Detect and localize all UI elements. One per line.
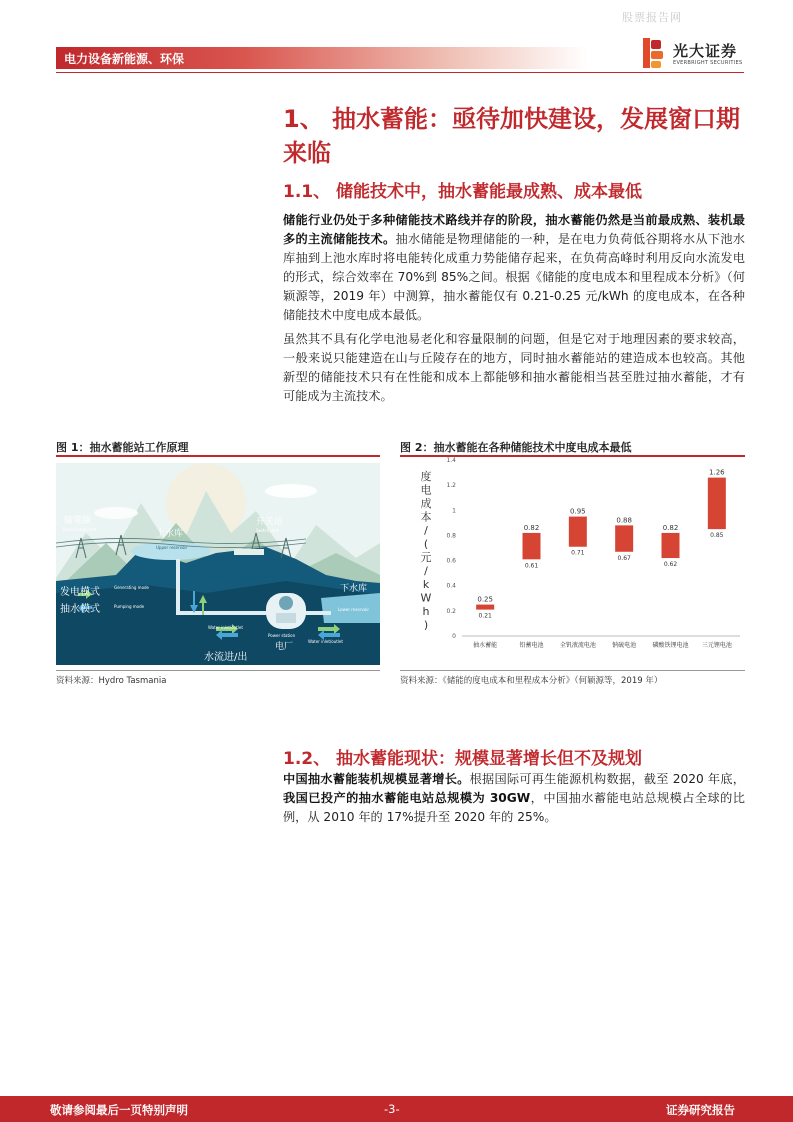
- low-value-label: 0.67: [617, 554, 631, 562]
- figure-2-bottom-rule: [400, 670, 745, 671]
- label-pumping-cn: 抽水模式: [60, 604, 100, 615]
- x-tick-label: 全钒液流电池: [559, 642, 596, 649]
- y-tick-label: 1.2: [446, 482, 456, 490]
- range-bar: [708, 478, 726, 530]
- y-axis-label-char: 成: [420, 497, 432, 510]
- low-value-label: 0.21: [478, 612, 492, 620]
- y-tick-label: 1.4: [446, 457, 456, 464]
- y-axis-label-char: /: [424, 564, 428, 578]
- y-tick-label: 0.2: [446, 607, 456, 615]
- label-transmission-en: Transmission line: [62, 527, 97, 532]
- section-1-1-paragraph-1: [283, 211, 745, 325]
- page-footer: [0, 1096, 793, 1122]
- section-1-2-lead-2: 我国已投产的抽水蓄能电站总规模为 30GW: [283, 791, 531, 805]
- low-value-label: 0.71: [571, 549, 585, 557]
- y-tick-label: 1: [452, 507, 456, 515]
- figure-2-title: 图 2：抽水蓄能在各种储能技术中度电成本最低: [400, 441, 632, 454]
- section-1-2-paragraph-1: [283, 770, 745, 827]
- y-axis-label-char: (: [423, 537, 429, 551]
- label-water-flow-cn: 水流进/出: [204, 652, 248, 663]
- paragraph-1-body: 抽水储能是物理储能的一种，是在电力负荷低谷期将水从下池水库抽到上池水库时将电能转化成重力势能储存起来，在负荷高峰时利用反向水流发电的形式，综合效率在 70%到 85%之间。根据《储能的度电成本和里程成本分析》（何颖源等，2019 年）中测算，抽水蓄能仅有 0.21-0.25 元/kWh 的度电成本，在各种储能技术中度电成本最低。: [283, 232, 745, 322]
- company-logo: [643, 38, 747, 70]
- y-axis-label-char: 度: [420, 470, 432, 483]
- y-axis-label-char: h: [422, 605, 430, 618]
- label-water-en-left: Water inlet/outlet: [208, 625, 243, 630]
- range-bar: [569, 517, 587, 547]
- high-value-label: 0.25: [477, 595, 493, 604]
- y-tick-label: 0.4: [446, 582, 456, 590]
- label-pumping-en: Pumping mode: [114, 604, 145, 609]
- watermark: 股票报告网: [622, 11, 682, 24]
- y-tick-label: 0: [452, 633, 456, 640]
- label-switchyard-cn: 开关站: [256, 517, 284, 527]
- y-axis-ticks: [446, 457, 456, 640]
- y-tick-label: 0.6: [446, 557, 456, 565]
- logo-name-cn: 光大证券: [673, 42, 738, 60]
- range-bar: [523, 533, 541, 559]
- label-lower-cn: 下水库: [340, 584, 368, 594]
- x-tick-label: 钠硫电池: [612, 642, 637, 649]
- label-upper-en: Upper reservoir: [156, 545, 188, 550]
- paragraph-1-lead: 储能行业仍处于多种储能技术路线并存的阶段，抽水蓄能仍然是当前最成熟、装机最多的主流储能技术。: [283, 213, 745, 246]
- logo-name-en: EVERBRIGHT SECURITIES: [673, 60, 743, 66]
- pumped-storage-diagram: [56, 463, 380, 665]
- y-tick-label: 0.8: [446, 532, 456, 540]
- page-number: -3-: [384, 1102, 400, 1116]
- label-generating-cn: 发电模式: [60, 587, 100, 598]
- main-heading-line2: 来临: [283, 139, 331, 167]
- header-divider: [56, 72, 744, 73]
- figure-1-rule: [56, 455, 380, 457]
- high-value-label: 1.26: [709, 468, 725, 477]
- bars: [476, 469, 726, 620]
- section-header-band: [56, 47, 588, 69]
- high-value-label: 0.88: [616, 516, 632, 525]
- figure-1-source: 资料来源：Hydro Tasmania: [56, 676, 167, 686]
- y-axis-label-char: k: [422, 578, 430, 591]
- footer-disclaimer: 敬请参阅最后一页特别声明: [50, 1103, 188, 1117]
- logo-mark-icon: [643, 38, 665, 68]
- footer-report-type: 证券研究报告: [666, 1103, 735, 1117]
- high-value-label: 0.95: [570, 507, 586, 516]
- figure-1-bottom-rule: [56, 670, 380, 671]
- y-axis-label: [421, 469, 432, 632]
- label-water-en-right: Water inlet/outlet: [308, 639, 343, 644]
- section-1-1-heading: 1.1、 储能技术中，抽水蓄能最成熟、成本最低: [283, 182, 643, 202]
- range-bar: [615, 525, 633, 551]
- x-tick-label: 三元锂电池: [701, 642, 732, 649]
- section-1-1-paragraph-2: 虽然其不具有化学电池易老化和容量限制的问题，但是它对于地理因素的要求较高，一般来说只能建造在山与丘陵存在的地方，同时抽水蓄能站的建造成本也较高。其他新型的储能技术只有在性能和成本上都能够和抽水蓄能相当甚至胜过抽水蓄能，才有可能成为主流技术。: [283, 332, 745, 403]
- label-power-station-en: Power station: [268, 633, 296, 638]
- high-value-label: 0.82: [662, 523, 679, 532]
- range-bar: [662, 533, 680, 558]
- high-value-label: 0.82: [523, 523, 540, 532]
- section-1-2-heading: 1.2、 抽水蓄能现状：规模显著增长但不及规划: [283, 749, 643, 769]
- y-axis-label-char: W: [420, 591, 432, 605]
- x-tick-label: 抽水蓄能: [473, 642, 498, 649]
- y-axis-label-char: 元: [420, 551, 432, 564]
- x-tick-label: 铅蓄电池: [519, 642, 544, 649]
- low-value-label: 0.85: [710, 532, 724, 540]
- section-header-label: 电力设备新能源、环保: [64, 52, 185, 66]
- cost-range-chart: [400, 452, 745, 668]
- x-tick-label: 磷酸铁锂电池: [652, 642, 689, 649]
- section-1-2-lead-1: 中国抽水蓄能装机规模显著增长。: [283, 772, 470, 786]
- section-1-2-text-1: 根据国际可再生能源机构数据，截至 2020 年底，: [469, 772, 745, 786]
- label-upper-cn: 上水库: [156, 529, 184, 539]
- y-axis-label-char: 本: [420, 510, 432, 524]
- main-heading: [283, 102, 745, 170]
- label-lower-en: Lower reservoir: [338, 607, 370, 612]
- label-generating-en: Generating mode: [114, 585, 150, 590]
- range-bar: [476, 605, 494, 610]
- section-1-2-text-2: ，中国抽水蓄能电站总规模占全球的比例，从 2010 年的 17%提升至 2020 年的 25%。: [283, 791, 745, 824]
- label-power-station-cn: 电厂: [275, 642, 294, 652]
- figure-1-title: 图 1：抽水蓄能站工作原理: [56, 441, 189, 454]
- y-axis-label-char: /: [424, 524, 428, 537]
- label-switchyard-en: Switchyard: [256, 528, 279, 533]
- x-axis-ticks: [473, 641, 732, 649]
- figure-2-source: 资料来源：《储能的度电成本和里程成本分析》（何颖源等，2019 年）: [400, 676, 663, 686]
- label-transmission-cn: 输電線: [64, 516, 92, 526]
- low-value-label: 0.61: [524, 562, 539, 570]
- y-axis-label-char: ): [423, 618, 429, 632]
- low-value-label: 0.62: [663, 561, 678, 569]
- y-axis-label-char: 电: [420, 483, 432, 497]
- main-heading-line1: 1、 抽水蓄能：亟待加快建设，发展窗口期: [283, 105, 741, 133]
